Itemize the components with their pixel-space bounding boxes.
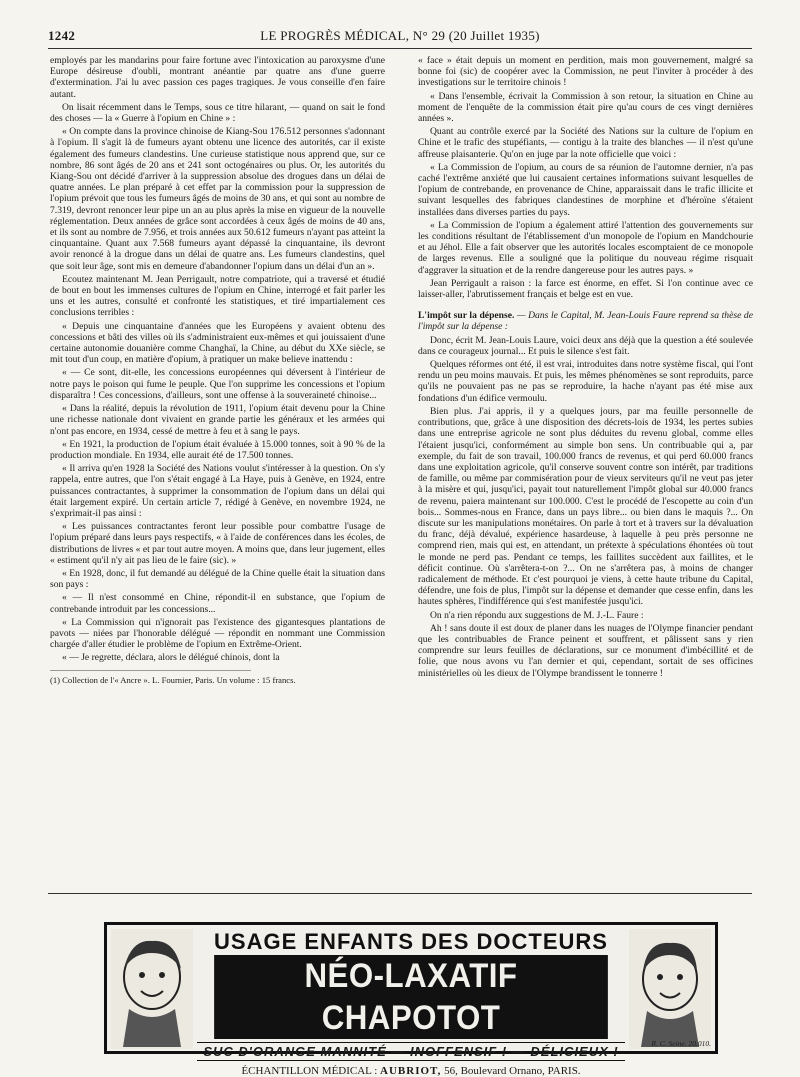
paragraph: « Les puissances contractantes feront leur possible pour combattre l'usage de l'opium préparé dans leurs pays respectifs, « à l'aide de conférences dans les écoles, de distributions de livres « et par tout autre moyen. A moins que, dans leur jugement, elles « estiment qu'il n'y ait pas lieu de le faire (sic). » bbox=[50, 521, 385, 566]
child-portrait-icon bbox=[111, 929, 193, 1049]
paragraph: Jean Perrigault a raison : la farce est énorme, en effet. Si l'on continue avec ce laisser-aller, l'abrutissement français et belge est en vue. bbox=[418, 277, 753, 301]
paragraph: « Dans la réalité, depuis la révolution de 1911, l'opium était devenu pour la Chine une richesse nationale dont vivaient en grande partie les généraux et les armées qui n'ont pas encore, en 1934, cessé de mettre à feu et à sang le pays. bbox=[50, 403, 385, 437]
advert-registration: R. C. Seine. 20.010. bbox=[651, 1039, 711, 1048]
journal-title: LE PROGRÈS MÉDICAL, N° 29 (20 Juillet 1935) bbox=[260, 28, 540, 43]
section-title: L'impôt sur la dépense. bbox=[418, 310, 515, 322]
paragraph: Quant au contrôle exercé par la Société des Nations sur la culture de l'opium en Chine et le trafic des stupéfiants, — contigu à la traite des blanches — il n'est qu'une affreuse plaisanterie. Qu'on en juge par la note officielle que voici : bbox=[418, 126, 753, 160]
paragraph: « La Commission qui n'ignorait pas l'existence des gigantesques plantations de pavots — niées par l'honorable délégué — répondit en nommant une Commission chargée d'aller étudier le problème de l'opium en Extrême-Orient. bbox=[50, 616, 385, 651]
section-intro: — Dans le Capital, M. Jean-Louis Faure reprend sa thèse de l'impôt sur la dépense : bbox=[418, 310, 753, 333]
left-column bbox=[50, 55, 385, 885]
advert-sample-label: ÉCHANTILLON MÉDICAL : bbox=[241, 1065, 378, 1077]
paragraph: « En 1928, donc, il fut demandé au délégué de la Chine quelle était la situation dans son pays : bbox=[50, 567, 385, 591]
page-header bbox=[48, 28, 752, 46]
page-number: 1242 bbox=[48, 28, 76, 43]
paragraph: On lisait récemment dans le Temps, sous ce titre hilarant, — quand on sait le fond des choses — la « Guerre à l'opium en Chine » : bbox=[50, 101, 385, 125]
paragraph: Donc, écrit M. Jean-Louis Laure, voici deux ans déjà que la question a été soulevée dans ce courageux journal... Et puis le silence s'est fait. bbox=[418, 334, 753, 357]
advert-tagline: SUC D'ORANGE MANNITÉ — INOFFENSIF ! — DÉLICIEUX ! bbox=[197, 1042, 625, 1061]
paragraph: « La Commission de l'opium a également attiré l'attention des gouvernements sur les conditions résultant de l'établissement d'un monopole de l'opium en Mandchourie et au Jéhol. Elle a fait observer que les autorités locales escomptaient de ce monopole de larges revenus. Elle a souligné que la politique du nouveau régime risquait d'aggraver la situation et de la rendre dangereuse pour les autres pays. » bbox=[418, 219, 753, 276]
paragraph: On n'a rien répondu aux suggestions de M. J.-L. Faure : bbox=[430, 609, 644, 621]
paragraph: employés par les mandarins pour faire fortune avec l'intoxication au paroxysme d'une Europe désireuse d'oubli, montrant anéantie par quatre ans d'une guerre d'extermination. J'ai lu avec passion ces pages tragiques. Je vous conseille d'en faire autant. bbox=[50, 55, 385, 100]
paragraph: « La Commission de l'opium, au cours de sa réunion de l'automne dernier, n'a pas caché l'extrême anxiété que lui causaient certaines informations suivant lesquelles de l'opium de contrebande, en provenance de Chine, apparaissait dans le trafic illicite et suivant lesquelles des fabriques clandestines de morphine et d'héroïne s'étaient installées dans diverses parties du pays. bbox=[418, 161, 753, 218]
advertisement bbox=[104, 922, 718, 1077]
advert-address bbox=[197, 1065, 625, 1077]
paragraph: « Depuis une cinquantaine d'années que les Européens y avaient obtenu des concessions et bâti des villes où ils s'administraient eux-mêmes et qui jouissaient d'une certaine autonomie douanière comme Changhaï, la Chine, au début du XXe siècle, se mit tout d'un coup, en matière d'opium, à pratiquer un make believe inattendu : bbox=[50, 320, 385, 366]
header-rule bbox=[48, 48, 752, 49]
section-heading bbox=[418, 310, 753, 332]
paragraph: « Dans l'ensemble, écrivait la Commission à son retour, la situation en Chine au moment de l'enquête de la commission était pire qu'au cours de ces vingt dernières années ». bbox=[418, 90, 753, 125]
child-portrait-icon bbox=[629, 929, 711, 1049]
paragraph: « On compte dans la province chinoise de Kiang-Sou 176.512 personnes s'adonnant à l'opium. Il s'agit là de fumeurs ayant obtenu une licence des autorités, car il existe également des fumeurs clandestins. Une curieuse statistique nous apprend que, sur ce nombre, 86 sont âgés de 20 ans et 241 sont octogénaires ou plus. Or, les autorités du Kiang-Sou ont décidé d'arriver à la suppression absolue des drogues dans un délai de quatre années. Le plan préparé à cet effet par la commission pour la suppression de l'opium prévoit que tous les fumeurs âgés de moins de 30 ans, et qui sont au nombre de 7.319, devront renoncer leur pipe un an au plus après la mise en vigueur de la nouvelle réglementation. Deux années de grâce sont accordées à ceux âgés de moins de 40 ans, et ils sont au nombre de 7.956, et trois années aux 50.612 fumeurs n'ayant pas atteint la cinquantaine. Quant aux 7.568 fumeurs ayant dépassé la cinquantaine, ils devront avoir renoncé à la drogue dans un délai de quatre ans. Les fumeurs clandestins, quel que soit leur âge, sont mis en demeure d'abandonner l'opium dans un délai d'un an ». bbox=[50, 126, 385, 272]
paragraph: « face » était depuis un moment en perdition, mais mon gouvernement, malgré sa bonne foi (sic) de coopérer avec la Commission, ne peut l'inviter à procéder à des investigations sur le territoire chinois ! bbox=[418, 55, 753, 89]
right-column bbox=[418, 55, 753, 895]
paragraph: « — Ce sont, dit-elle, les concessions européennes qui déversent à l'intérieur de notre pays le poison qui fume le peuple. Que l'on supprime les concessions et l'opium disparaîtra ! Ces concessions, d'ailleurs, sont une offense à la souveraineté chinoise... bbox=[50, 367, 385, 401]
advert-rule bbox=[48, 893, 752, 894]
paragraph: « — Je regrette, déclara, alors le délégué chinois, dont la bbox=[62, 652, 280, 664]
footnote: (1) Collection de l'« Ancre ». L. Fournier, Paris. Un volume : 15 francs. bbox=[50, 674, 296, 685]
paragraph: Quelques réformes ont été, il est vrai, introduites dans notre système fiscal, qui l'ont rendu un peu moins mauvais. Et puis, les mêmes phénomènes se sont reproduits, parce qu'ils ne pouvaient pas ne pas se reproduire, la hache n'ayant pas été mise aux fondations d'un édifice vermoulu. bbox=[418, 359, 753, 404]
advert-product-name: NÉO-LAXATIF CHAPOTOT bbox=[214, 955, 608, 1039]
advert-text bbox=[197, 925, 625, 1077]
paragraph: Ah ! sans doute il est doux de planer dans les nuages de l'Olympe financier pendant que les contribuables de France peinent et souffrent, et pâlissent sans y rien comprendre sur leurs feuilles de déclarations, sur ce monument d'imbécillité et de folie, que nous avons vu l'an dernier et qui, cependant, sortait de ses officines ministérielles où les dieux de l'Olympe brandissent le tonnerre ! bbox=[418, 622, 753, 679]
paragraph: « — Il n'est consommé en Chine, répondit-il en substance, que l'opium de contrebande introduit par les concessions... bbox=[50, 592, 385, 615]
footnote-divider bbox=[50, 670, 251, 671]
paragraph: « En 1921, la production de l'opium était évaluée à 15.000 tonnes, soit à 90 % de la production mondiale. En 1934, elle aurait été de 17.500 tonnes. bbox=[50, 438, 385, 461]
advert-headline: USAGE ENFANTS DES DOCTEURS bbox=[214, 929, 608, 954]
paragraph: Ecoutez maintenant M. Jean Perrigault, notre compatriote, qui a traversé et étudié de bout en bout les immenses cultures de l'opium en Chine, interrogé et fait parler les uns et les autres, consulté et confronté les statistiques, et tiré impartialement ces conclusions terribles : bbox=[50, 273, 385, 319]
advert-brand: AUBRIOT, bbox=[380, 1065, 442, 1077]
paragraph: « Il arriva qu'en 1928 la Société des Nations voulut s'intéresser à la question. On s'y rappela, entre autres, que l'on s'était engagé à La Haye, puis à Genève, en 1924, entre puissances contractantes, à supprimer la consommation de l'opium dans un délai qui était largement expiré. Un certain article 7, rédigé à Genève, en novembre 1924, ne s'exprimait-il pas ainsi : bbox=[50, 463, 385, 519]
advert-street: 56, Boulevard Ornano, PARIS. bbox=[444, 1065, 581, 1077]
paragraph: Bien plus. J'ai appris, il y a quelques jours, par ma feuille personnelle de contributions, que, grâce à une disposition des décrets-lois de 1934, les pertes subies dans une entreprise agricole ne sont plus déduites du revenu global, comme elles l'étaient jusqu'ici, conformément au simple bon sens. Un contribuable qui a, par exemple, du fait de son travail, 100.000 francs de revenus, et qui perd 60.000 francs dans une exploitation agricole, qu'il conserve souvent contre son intérêt, par traditions de famille, ou même par commisération pour de vieux serviteurs qu'il ne veut pas jeter à la misère et qui, jusqu'ici, payait tout naturellement l'impôt global sur 40.000 francs de revenu, paiera maintenant sur 100.000. C'est le procédé de l'escopette au coin d'un bois... Sommes-nous en France, dans un pays libre... ou bien dans le maquis ?... On discute sur les manipulations monétaires. On parle à tort et à travers sur la dévaluation du franc, déjà dévalué, expérience hasardeuse, à laquelle à peu près personne ne comprend rien, mais qui est, en attendant, un prétexte à spéculations éhontées où tout le monde ne perd pas. Pendant ce temps, les faillites succèdent aux faillites, et le déficit continue. Où s'arrêtera-t-on ?... On ne s'arrêtera pas, à moins de changer radicalement de méthode. Et c'est pourquoi je viens, à cette haute tribune du Capital, défendre, une fois de plus, l'impôt sur la dépense et demander que cesse enfin, dans les hautes sphères, l'indifférence qui s'est manifestée jusqu'ici. bbox=[418, 405, 753, 608]
